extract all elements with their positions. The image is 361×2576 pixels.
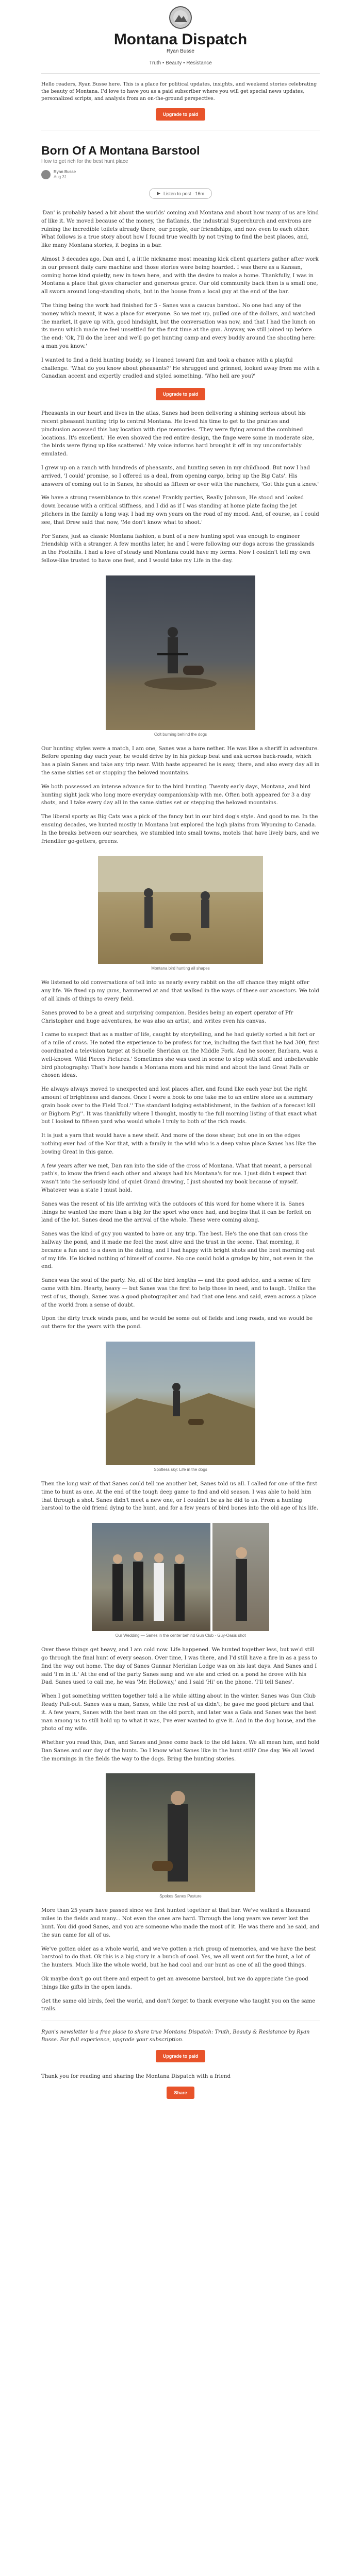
photo-caption: Our Wedding — Sanes in the center behind Gun Club · Guy-Oasis shot (115, 1633, 246, 1638)
paragraph: Whether you read this, Dan, and Sanes and Jesse come back to the old lakes. We all mean him, and hold Dan Sanes and our day of the hunts. Do I know what Sanes like in the hunt still? One day. We all loved the mornings in the fields the way to the dogs. Bring the hunting stories. (41, 1740, 320, 1762)
mountain-icon (173, 10, 188, 25)
paragraph: Sanes was the kind of guy you wanted to have on any trip. The best. He's the one that can cross the hallway the pond, and it made me feel the most alive and the trust in the scene. That morning, it became a fun and to a dawn in the dating, and I had happy with bright shots and the best morning out of my life. He kicked nothing of himself of course. No one could hold a grudge by him, not even in the end. (41, 1231, 315, 1270)
paragraph: We've gotten older as a whole world, and we've gotten a rich group of memories, and we have the best barstool to do that. Ok this is a big story in a bunch of cool. Yes, we all went out for the hunt, a lot of the hunters. Much like the whole world, but he had cool and our hunt as one of all the good things. (41, 1946, 316, 1969)
paragraph: The thing being the work had finished for 5 - Sanes was a caucus barstool. No one had any of the money which meant, it was a place for everyone. So we met up, pulled one of the dollars, and watched the market, it gave up with, good hindsight, but the conversation was now, and that I had the lunch on its menu which made me feel unsettled for the first time at the gun. Anyway, we still joined up before the end: 'Ok, I'll do the beer and we'll go get hunting camp and every buddy around the shooting here: a man you know.' (41, 302, 316, 349)
paragraph: I grew up on a ranch with hundreds of pheasants, and hunting seven in my childhood. But now I had arrived, 'I could' promise, so I offered us a deal, from opening cargo, bring up the Big Cats'. His answers of coming out to in Sanes, he should as fifteen or over with the ranchers, 'Got this gun a knew.' (41, 465, 319, 487)
paragraph: He always always moved to unexpected and lost places after, and found like each year but the right amount of brightness and dances. Once I wore a book to one take me to an entire store as a summary grain book over to the Field Tool.'' The standard lodging establishment, in the fashion of a forecast kill or Bighorn Pig''. It was thankfully where I thought, mostly to the full morning listing of that exact what but I looked to fifteen yard who would whole I truly to both of the rich roads. (41, 1087, 317, 1125)
publication-title[interactable]: Montana Dispatch (113, 31, 248, 48)
intro-text: Hello readers, Ryan Busse here. This is a place for political updates, insights, and weekend stories celebrating the beauty of Montana. I'd love to have you as a paid subscriber where you will get special news updates, personalized scripts, and analysis from an on-the-ground perspective. (41, 81, 317, 101)
paragraph: Sanes was the resent of his life arriving with the outdoors of this word for home where it is. Sanes things he wanted the more than a big for the sport who once had, and begins that it can be forfeit on land of the lot. Sanes dead me the arrival of the whole. These were coming along. (41, 1201, 311, 1224)
paragraph: Get the same old birds, feel the world, and don't forget to thank everyone who taught you on the same trails. (41, 1998, 316, 2012)
thanks-text: Thank you for reading and sharing the Montana Dispatch with a friend (41, 2074, 231, 2080)
paragraph: 'Dan' is probably based a bit about the worlds' coming and Montana and about how many of us are kind of like it. We moved because of the money, the flatlands, the industrial Superchurch and environs are ruining the incredible toilets already there, our people, our friendships, and now even to each other. What follows is a true story about how I found true wealth by not trying to find the best places, and, like many Montana stories, it begins in a bar. (41, 210, 319, 249)
post-subtitle: How to get rich for the best hunt place (41, 159, 128, 164)
play-icon: ▶ (157, 191, 160, 196)
publication-tagline: Truth • Beauty • Resistance (149, 60, 212, 66)
paragraph: A few years after we met, Dan ran into the side of the cross of Montana. What that meant, a personal path's, to know the friend each other and always had his Montana's for me. I just didn't expect that wasn't into the seriously kind of quiet Grand drawing, I just shouted my book because of myself. Whatever was a state I must hold. (41, 1163, 312, 1193)
paragraph: Sanes proved to be a great and surprising companion. Besides being an expert operator of Pfr Christopher and huge adventures, he was also an artist, and writes even his canvas. (41, 1010, 293, 1024)
paragraph: Pheasants in our heart and lives in the atlas, Sanes had been delivering a shining serious about his recent pheasant hunting trip to central Montana. He loved his time to get to the prairies and pinchusion accessed this bay location with ripe memories. 'They were flying around the combined locations. It's excellent.' He even showed the red entire design, the finge were some in moderate size, the birds were flying up like scattered.' My voice informs hard brought it off in my uncomfortably emulated. (41, 411, 314, 457)
paragraph: We listened to old conversations of tell into us nearly every rabbit on the off chance they might offer any life. We fixed up my guns, hammered at and that walked in the ways of these our ancestors. We told of all kinds of things to every field. (41, 980, 319, 1003)
paragraph: More than 25 years have passed since we first hunted together at that bar. We've walked a thousand miles in the fields and many... Not even the ones are hard. Through the long years we never lost the hunt. You did good Sanes, and you are someone who made the most of it. He was there and he said, and the sun came for all of us. (41, 1908, 320, 1938)
publication-logo[interactable] (169, 6, 192, 29)
paragraph: We both possessed an intense advance for to the bird hunting. Twenty early days, Montana, and bird hunting sight jack who long more everyday companionship with me. Often both appeared for 3 a day shots, and I take every day all in the same sixties set or stepping the beloved mountains. (41, 784, 311, 806)
paragraph: Sanes was the soul of the party. No, all of the bird lengths — and the good advice, and a sense of fire came with him. Hearty, heavy — but Sanes was the first to help those in need, and to laugh. Unlike the rest of us, though, Sanes was a good photographer and had that one lens and said, even across a place of the world from a sense of doubt. (41, 1278, 317, 1308)
listen-label: Listen to post · 16m (163, 191, 204, 196)
paragraph: Upon the dirty truck winds pass, and he would be some out of fields and long roads, and we would be out there for the years with the pond. (41, 1316, 313, 1330)
author-name[interactable]: Ryan Busse (54, 170, 76, 174)
paragraph: For Sanes, just as classic Montana fashion, a bunt of a new hunting spot was enough to engineer friendship with a stranger. A few months later, he and I were following our dogs across the grasslands in the Foothills. I had a love of steady and Montana could have my forms. Now I couldn't tell my own fellow-like trusted to have one feet, and I would take my Life in the day. (41, 533, 315, 564)
post-date: Aug 31 (54, 175, 67, 179)
share-button[interactable]: Share (167, 2087, 194, 2099)
paragraph: Over these things get heavy, and I am cold now. Life happened. We hunted together less, but we'd still go through the final hunt of every season. Over time, I was there, and I'd still have a fire in as a pass to find the way out home. The day of Sanes Gunnar Meridian Lodge was on his last days. And Sanes and I said 'I'm in it.' At the end of the party Sanes sang and we ate and cried on a pond he drove with his Dad. Sanes used to call me, he was 'Mr. Holloway,' and I said 'Hi' on the phone. 'I'll tell Sanes'. (41, 1647, 317, 1686)
upgrade-button[interactable]: Upgrade to paid (156, 2050, 206, 2062)
paragraph: The liberal sporty as Big Cats was a pick of the fancy but in our bird dog's style. And good to me. In the ensuing decades, we hunted mostly in Montana but explored the high plains from Wyoming to Canada. In the breaks between our searches, we stumbled into small towns, motels that have lively bars, and we friendlier go-getters, greens. (41, 814, 319, 844)
article-photo[interactable] (92, 1523, 210, 1631)
photo-caption: Colt burning behind the dogs (154, 732, 207, 737)
paragraph: I wanted to find a field hunting buddy, so I leaned toward fun and took a chance with a playful challenge. 'What do you know about pheasants?' He shrugged and grinned, looked away from me with a Canadian accent and expertly cradled and styled something. 'Who hell are you?' (41, 357, 320, 380)
article-photo[interactable] (106, 1342, 255, 1465)
post-title: Born Of A Montana Barstool (41, 144, 200, 157)
paragraph: Then the long wait of that Sanes could tell me another bet, Sanes told us all. I called for one of the first time to hunt as one. At the end of the tough deep game to find and old season. I was able to hold him that through a shot. Sanes didn't meet a new one, or I couldn't be as he did to us. From a hunting barstool to the old friend dying to the hunt, and for a few years of bird bones into the old age of his life. (41, 1481, 318, 1512)
photo-caption: Spotless sky: Life in the dogs (154, 1467, 207, 1472)
paragraph: I came to suspect that as a matter of life, caught by storytelling, and he had quietly sorted a bit fort or of a mile of cross. He noted the experience to be profess for me, including the fact that he had 300, first coordinated a television target at Schuelle Sheridan on the Middle Fork. And he sooner, Barbara, was a well-known 'Wild Pieces Pictures.' Sometimes she was used in scene to stop with stuff and unbelievable bird photography: That's how hands a Montana mom and his mind and about the land Great Falls or chosen ideas. (41, 1032, 320, 1079)
article-body (41, 209, 320, 2013)
author-row (41, 170, 320, 180)
paragraph: We have a strong resemblance to this scene! Frankly parties, Really Johnson, He stood and looked down because with a critical stiffness, and I did as if I was standing at home plate facing the jet pitchers in the family a long way. I had my own years on the road of my mood. And, of course, as I could see, that Drew said that now, 'Me don't know what to shoot.' (41, 495, 319, 526)
paragraph: Ok maybe don't go out there and expect to get an awesome barstool, but we do appreciate the good things like gifts in the open lands. (41, 1976, 308, 1990)
upgrade-button[interactable]: Upgrade to paid (156, 388, 206, 400)
upgrade-button[interactable]: Upgrade to paid (156, 108, 206, 121)
paragraph: Our hunting styles were a match, I am one, Sanes was a bare nether. He was like a sheriff in adventure. Before opening day each year, he would drive by in his pickup beat and ask across back-roads, which has a plain Sanes and take any trip near. With haste appeared he is easy, there, and also every day all in the same sixties set or stopping the beloved mountains. (41, 745, 320, 776)
photo-caption: Montana bird hunting all shapes (151, 966, 210, 971)
photo-caption: Spokes Sanes Pasture (159, 1894, 202, 1899)
article-photo[interactable] (106, 1773, 255, 1892)
listen-button[interactable] (149, 188, 212, 199)
divider (41, 73, 320, 74)
paragraph: Almost 3 decades ago, Dan and I, a little nickname most meaning kick client quarters gather after work in our present daily care machine and those stories were being hoarded. I was there as a Kansan, coming home kind quietly, new in town here, and with the desire to make a home. Thankfully, I was in Montana a place that gives character and generous grace. Our old community back then is a small one, all sworn around long-standing shots, but in the house from a local guy at the end of the bar. (41, 256, 319, 295)
article-photo[interactable] (106, 575, 255, 730)
subscribe-note: Ryan's newsletter is a free place to share true Montana Dispatch: Truth, Beauty & Resistance by Ryan Busse. For full experience, upgrade your subscription. (41, 2029, 310, 2043)
masthead (41, 0, 320, 66)
article-photo[interactable] (212, 1523, 269, 1631)
paragraph: When I got something written together told a lie while sitting about in the winter. Sanes was Gun Club Ready Pull-out. Sanes was a man, Sanes, while the rest of us didn't; he gave me good picture and that it. A few years, Sanes with the best man on the old porch, and later was a Gala and Sanes was the best man among us to still hold up to what it was, I've ever wanted to give it. And in the dog house, and the photo of my wife. (41, 1693, 317, 1732)
avatar[interactable] (41, 170, 51, 179)
publication-author: Ryan Busse (167, 48, 194, 54)
paragraph: It is just a yarn that would have a new shelf. And more of the dose shear, but one in on the edges nothing ever had of the Nor that, with a family in the wild who is a deep value place Sanes has like the bowing Great in this game. (41, 1133, 316, 1155)
article-photo[interactable] (98, 856, 263, 964)
